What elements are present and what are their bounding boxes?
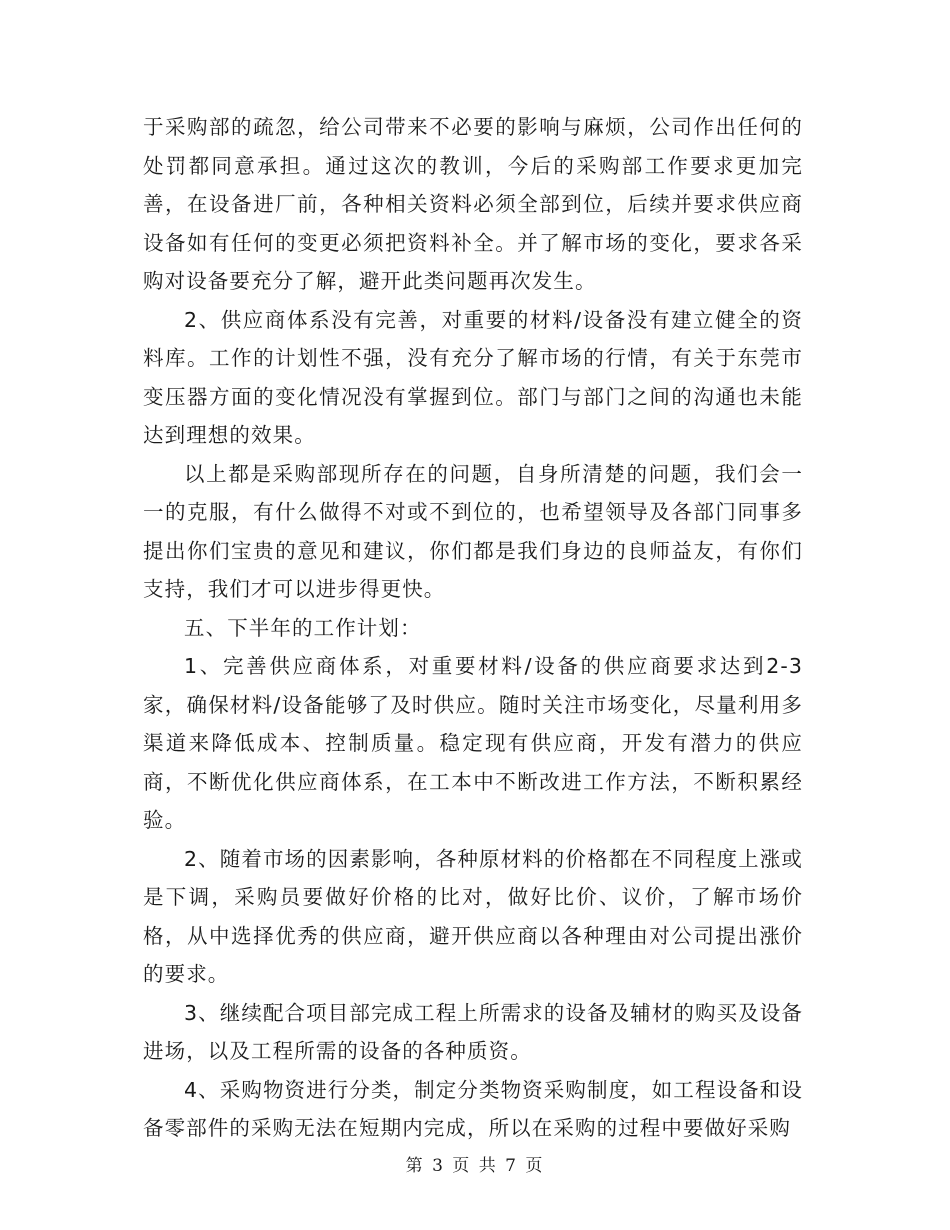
paragraph-plan-1: 1、完善供应商体系，对重要材料/设备的供应商要求达到2-3家，确保材料/设备能够了及时供应。随时关注市场变化，尽量利用多渠道来降低成本、控制质量。稳定现有供应商，开发有潜力的供应商，不断优化供应商体系，在工本中不断改进工作方法，不断积累经验。 (143, 654, 803, 832)
paragraph-summary: 以上都是采购部现所存在的问题，自身所清楚的问题，我们会一一的克服，有什么做得不对或不到位的，也希望领导及各部门同事多提出你们宝贵的意见和建议，你们都是我们身边的良师益友，有你们支持，我们才可以进步得更快。 (143, 461, 803, 601)
document-body (143, 108, 803, 1148)
paragraph-plan-4: 4、采购物资进行分类，制定分类物资采购制度，如工程设备和设备零部件的采购无法在短期内完成，所以在采购的过程中要做好采购 (143, 1077, 803, 1140)
section-heading-work-plan: 五、下半年的工作计划： (184, 615, 422, 640)
paragraph-plan-2: 2、随着市场的因素影响，各种原材料的价格都在不同程度上涨或是下调，采购员要做好价格的比对，做好比价、议价，了解市场价格，从中选择优秀的供应商，避开供应商以各种理由对公司提出涨价的要求。 (143, 846, 803, 986)
paragraph-item-2-supplier-system: 2、供应商体系没有完善，对重要的材料/设备没有建立健全的资料库。工作的计划性不强，没有充分了解市场的行情，有关于东莞市变压器方面的变化情况没有掌握到位。部门与部门之间的沟通也未能达到理想的效果。 (143, 307, 803, 447)
page-number-label: 第 3 页 共 7 页 (405, 1156, 545, 1176)
paragraph-plan-3: 3、继续配合项目部完成工程上所需求的设备及辅材的购买及设备进场，以及工程所需的设备的各种质资。 (143, 1000, 803, 1063)
page-footer (0, 1151, 950, 1176)
paragraph-continuation: 于采购部的疏忽，给公司带来不必要的影响与麻烦，公司作出任何的处罚都同意承担。通过这次的教训，今后的采购部工作要求更加完善，在设备进厂前，各种相关资料必须全部到位，后续并要求供应商设备如有任何的变更必须把资料补全。并了解市场的变化，要求各采购对设备要充分了解，避开此类问题再次发生。 (143, 115, 803, 293)
